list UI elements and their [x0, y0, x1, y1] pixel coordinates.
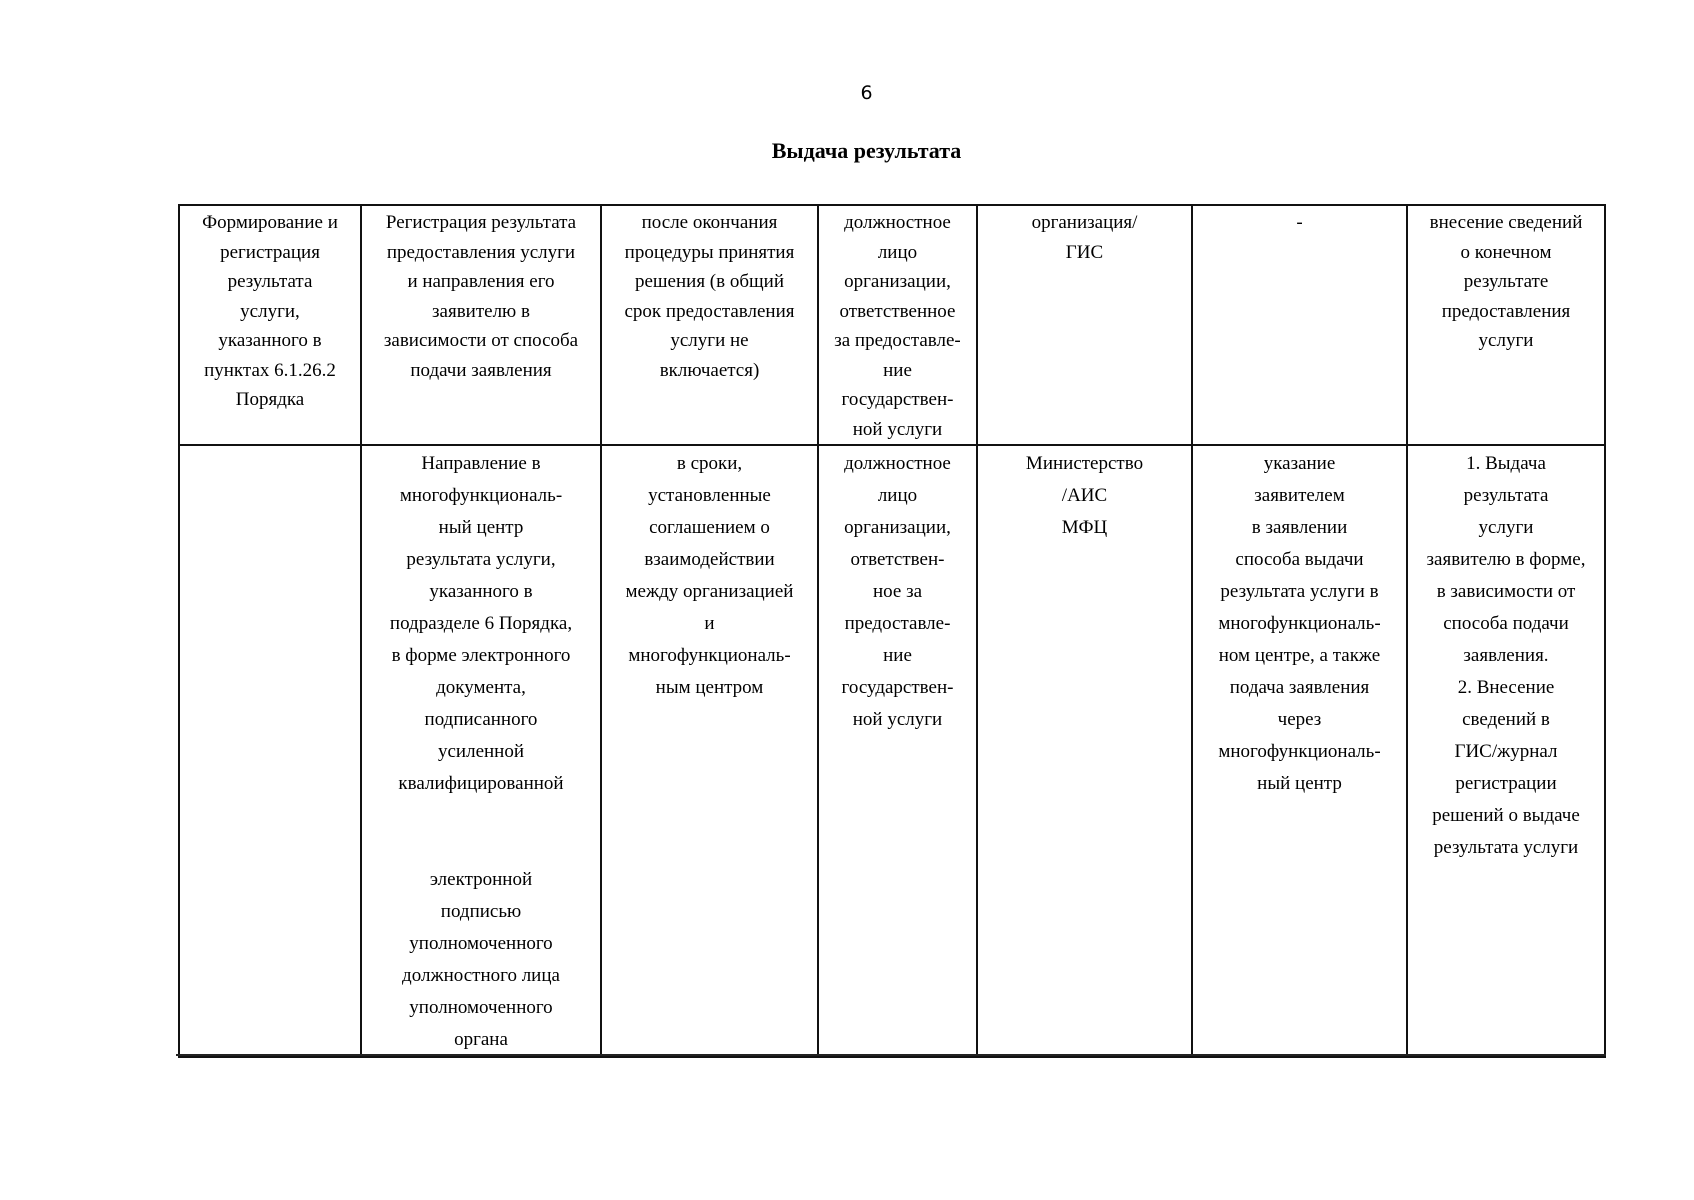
table-cell: [179, 445, 361, 1057]
table-row: [179, 445, 1605, 1057]
table-cell: должностное лицо организации, ответствен- ное за предоставле- ние государствен- ной услуги: [818, 445, 977, 1057]
table-cell: организация/ ГИС: [977, 205, 1192, 445]
table-cell: должностное лицо организации, ответственное за предоставле- ние государствен- ной услуги: [818, 205, 977, 445]
procedure-table: [178, 204, 1606, 1058]
page-number: 6: [860, 82, 873, 104]
table-cell: Министерство /АИС МФЦ: [977, 445, 1192, 1057]
table-row: [179, 205, 1605, 445]
table-cell: Формирование и регистрация результата услуги, указанного в пунктах 6.1.26.2 Порядка: [179, 205, 361, 445]
table-cell: указание заявителем в заявлении способа выдачи результата услуги в многофункциональ- ном центре, а также подача заявления через многофункциональ- ный центр: [1192, 445, 1407, 1057]
table-cell: Направление в многофункциональ- ный центр результата услуги, указанного в подразделе 6 Порядка, в форме электронного документа, подписанного усиленной квалифицированной электронной подписью уполномоченного должностного лица уполномоченного органа: [361, 445, 601, 1057]
table-cell: Регистрация результата предоставления услуги и направления его заявителю в зависимости от способа подачи заявления: [361, 205, 601, 445]
footer-divider: [176, 1054, 1606, 1056]
table-cell: внесение сведений о конечном результате предоставления услуги: [1407, 205, 1605, 445]
page-title: Выдача результата: [771, 138, 962, 163]
table-cell: после окончания процедуры принятия решения (в общий срок предоставления услуги не включается): [601, 205, 818, 445]
table-cell: в сроки, установленные соглашением о взаимодействии между организацией и многофункциональ- ным центром: [601, 445, 818, 1057]
table-cell: 1. Выдача результата услуги заявителю в форме, в зависимости от способа подачи заявления. 2. Внесение сведений в ГИС/журнал регистрации решений о выдаче результата услуги: [1407, 445, 1605, 1057]
table-cell: -: [1192, 205, 1407, 445]
